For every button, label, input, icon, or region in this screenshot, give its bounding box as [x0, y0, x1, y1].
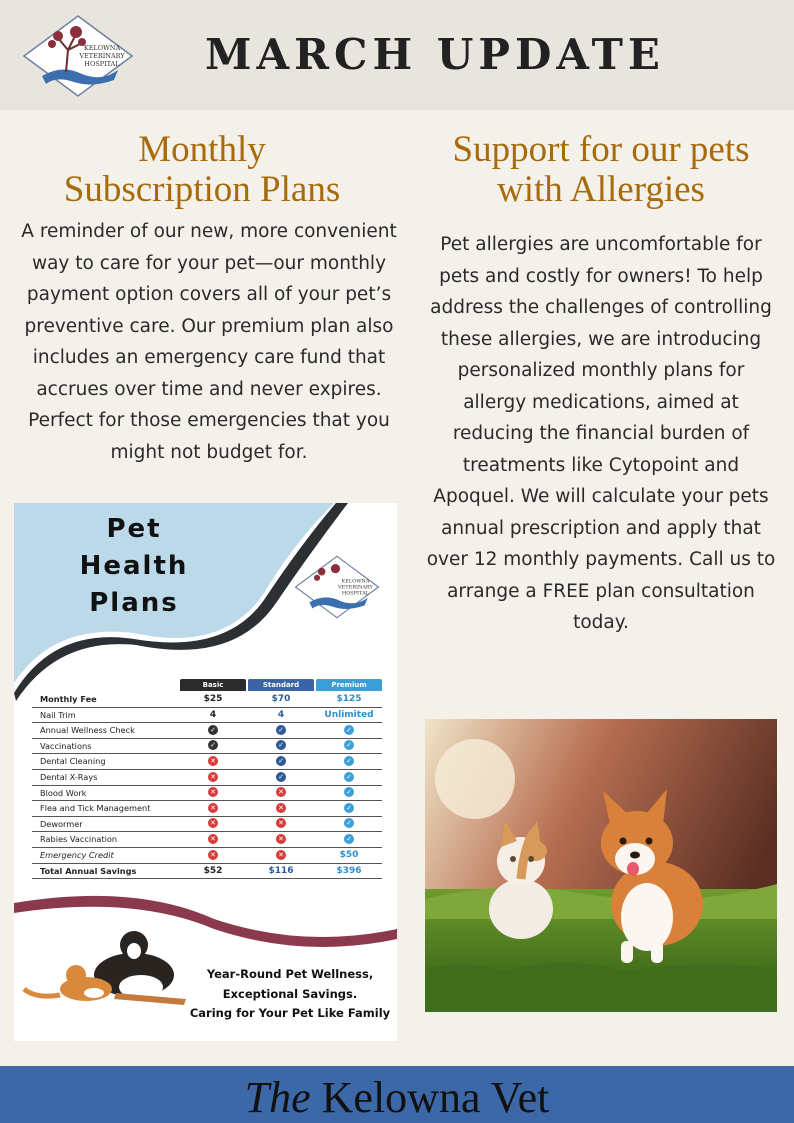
subscription-plans-body: A reminder of our new, more convenient way to care for your pet—our monthly payment option covers all of your pet’s preventive care. Our premium plan also includes an emergency care fund that accrues over time and never expires. Perfect for those emergencies that you might not budget for. [21, 221, 397, 463]
table-row [32, 864, 382, 880]
check-icon: ✓ [316, 770, 382, 785]
table-row [32, 817, 382, 833]
corgi-and-cat-photo [425, 719, 777, 1012]
cross-icon: ✕ [248, 817, 314, 832]
table-row [32, 786, 382, 802]
table-row [32, 848, 382, 864]
plan-value: $70 [271, 694, 291, 704]
svg-text:HOSPITAL: HOSPITAL [341, 590, 369, 597]
cross-icon: ✕ [180, 754, 246, 769]
header-bar [0, 0, 794, 110]
dog-and-cat-illustration [16, 927, 191, 1012]
plan-value: $50 [339, 850, 359, 860]
check-icon: ✓ [316, 754, 382, 769]
table-row [32, 692, 382, 708]
svg-text:VETERINARY: VETERINARY [338, 584, 373, 591]
cross-icon: ✕ [180, 770, 246, 785]
allergies-heading: Support for our pets with Allergies [452, 129, 750, 210]
feature-label: Dental Cleaning [40, 756, 106, 767]
cross-icon: ✕ [180, 817, 246, 832]
cross-icon: ✕ [248, 801, 314, 816]
table-row [32, 770, 382, 786]
check-icon: ✓ [248, 723, 314, 738]
plan-value: Unlimited [324, 709, 374, 720]
feature-label: Monthly Fee [40, 694, 97, 704]
feature-label: Blood Work [40, 787, 87, 798]
feature-label: Vaccinations [40, 740, 92, 751]
plan-value: $25 [203, 694, 223, 704]
plan-header-premium: Premium [316, 679, 382, 691]
pet-health-plans-flyer [14, 503, 397, 1041]
footer-brand: The Kelowna Vet [244, 1073, 550, 1122]
check-icon: ✓ [316, 832, 382, 847]
feature-label: Nail Trim [40, 709, 76, 720]
feature-label: Total Annual Savings [40, 865, 137, 876]
check-icon: ✓ [180, 723, 246, 738]
cross-icon: ✕ [180, 832, 246, 847]
table-row [32, 739, 382, 755]
check-icon: ✓ [316, 739, 382, 754]
cross-icon: ✕ [180, 801, 246, 816]
check-icon: ✓ [180, 739, 246, 754]
table-row [32, 723, 382, 739]
table-row [32, 754, 382, 770]
plan-value: $396 [336, 865, 362, 876]
check-icon: ✓ [316, 723, 382, 738]
flyer-hospital-logo [294, 551, 380, 623]
svg-text:KELOWNA: KELOWNA [83, 44, 121, 52]
plan-value: 4 [209, 709, 217, 720]
subscription-plans-heading: Monthly Subscription Plans [63, 129, 341, 210]
check-icon: ✓ [316, 801, 382, 816]
footer-bar [0, 1066, 794, 1123]
plan-value: $116 [268, 865, 294, 876]
table-row [32, 708, 382, 724]
table-row [32, 801, 382, 817]
check-icon: ✓ [248, 770, 314, 785]
feature-label: Emergency Credit [40, 850, 114, 860]
svg-text:VETERINARY: VETERINARY [79, 52, 125, 60]
feature-label: Annual Wellness Check [40, 725, 135, 736]
flyer-tagline: Year-Round Pet Wellness, Exceptional Savings. Caring for Your Pet Like Family [189, 967, 391, 1020]
page-title: MARCH UPDATE [205, 30, 665, 79]
svg-text:HOSPITAL: HOSPITAL [84, 60, 120, 68]
cross-icon: ✕ [180, 848, 246, 863]
cross-icon: ✕ [248, 786, 314, 801]
cross-icon: ✕ [248, 848, 314, 863]
table-row [32, 832, 382, 848]
check-icon: ✓ [248, 739, 314, 754]
plan-header-basic: Basic [180, 679, 246, 691]
cross-icon: ✕ [248, 832, 314, 847]
check-icon: ✓ [248, 754, 314, 769]
flyer-title: Pet Health Plans [79, 514, 189, 618]
plan-header-standard: Standard [248, 679, 314, 691]
svg-text:KELOWNA: KELOWNA [341, 578, 370, 585]
check-icon: ✓ [316, 786, 382, 801]
feature-label: Rabies Vaccination [40, 834, 118, 845]
feature-label: Flea and Tick Management [40, 803, 151, 814]
plan-value: $125 [336, 694, 362, 704]
feature-label: Dewormer [40, 818, 83, 829]
hospital-logo [22, 14, 134, 98]
plan-value: 4 [277, 709, 285, 720]
feature-label: Dental X-Rays [40, 772, 98, 782]
cross-icon: ✕ [180, 786, 246, 801]
allergies-body: Pet allergies are uncomfortable for pets and costly for owners! To help address the challenges of controlling these allergies, we are introducing personalized monthly plans for allergy medications, aimed at reducing the financial burden of treatments like Cytopoint and Apoquel. We will calculate your pets annual prescription and apply that over 12 monthly payments. Call us to arrange a FREE plan consultation today. [426, 234, 776, 633]
plan-value: $52 [203, 865, 223, 876]
check-icon: ✓ [316, 817, 382, 832]
